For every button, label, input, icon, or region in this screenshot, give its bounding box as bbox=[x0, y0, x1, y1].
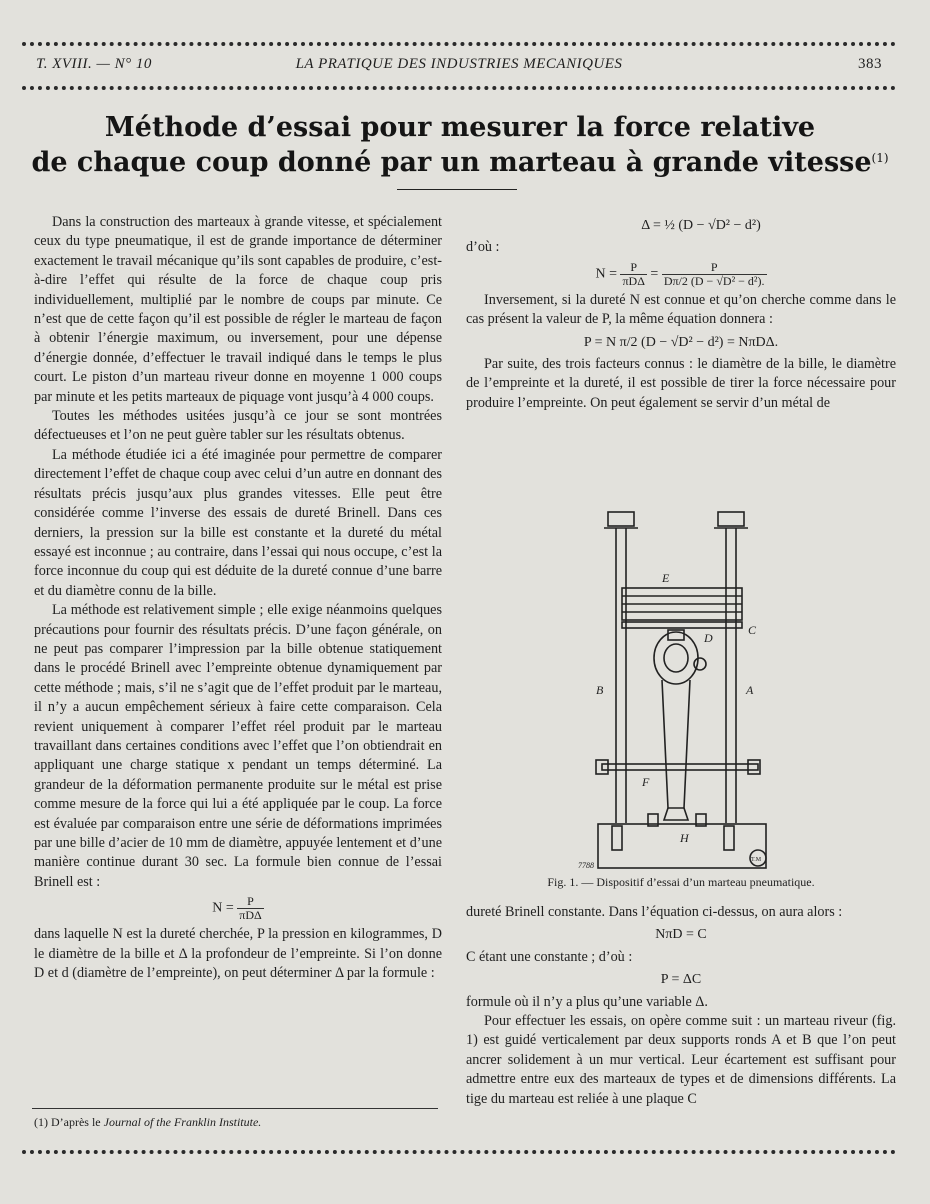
fig-label-C: C bbox=[748, 623, 757, 637]
pressure-constant-formula: P = ΔC bbox=[660, 972, 702, 988]
footnote-rule bbox=[32, 1108, 438, 1109]
bottom-dotted-rule bbox=[22, 1150, 896, 1154]
footnote-source: Journal of the Franklin Institute. bbox=[103, 1115, 262, 1129]
journal-title: LA PRATIQUE DES INDUSTRIES MECANIQUES bbox=[295, 56, 623, 72]
article-title bbox=[20, 110, 900, 180]
hardness-formula: N = $\frac{P}{\text{πDΔ}}$ = $\frac{P}{\text{Dπ/2 (D − √D² − d²).}}$ bbox=[595, 259, 765, 288]
top-dotted-rule bbox=[22, 42, 896, 46]
delta-formula: Δ = ½ (D − √D² − d²) bbox=[641, 218, 761, 233]
figure-caption: Fig. 1. — Dispositif d’essai d’un marteau pneumatique. bbox=[547, 875, 815, 889]
brinell-formula: N = $\frac{P}{\text{πDΔ}}$ bbox=[212, 894, 262, 923]
constant-formula: NπD = C bbox=[655, 927, 707, 943]
right-column-top bbox=[466, 213, 896, 413]
dou-label: d’où : bbox=[466, 239, 500, 256]
fig-label-E: E bbox=[662, 571, 670, 585]
paragraph: La méthode est relativement simple ; elle exige néanmoins quelques précautions pour fournir des résultats précis. D’une façon générale, on ne peut pas comparer l’impression par la bille obtenue statiquement dans le procédé Brinell avec l’empreinte obtenue dynamiquement par cette méthode ; mais, s’il ne s’agit que de l’effet produit par le marteau, il n’y a aucun empêchement sérieux à faire cette comparaison. Cela revient uniquement à comparer l’effet réel produit par le marteau travaillant dans certaines conditions avec l’effet que l’on obtiendrait en appliquant une charge statique x pendant un temps déterminé. La grandeur de la déformation permanente produite sur le métal est prise comme mesure de la force qui lui a été appliquée par le coup. La force est évaluée par comparaison entre une série de déformations imprimées par une bille d’acier de 10 mm de diamètre, appuyée lentement et d’une manière continue durant 30 sec. La formule bien connue de l’essai Brinell est : bbox=[34, 602, 442, 890]
fig-label-A: A bbox=[746, 683, 754, 697]
header-dotted-rule bbox=[22, 86, 896, 90]
paragraph: Dans la construction des marteaux à grande vitesse, et spécialement ceux du type pneumatique, il est de grande importance de déterminer exactement le travail mécanique qu’ils sont capables de produire, c’est-à-dire l’effet qui résulte de la force de chaque coup pris individuellement, multiplié par le nombre de coups par minute. Ce n’est que de cette façon qu’il est possible de régler le marteau de façon à obtenir l’énergie maximum, ou inversement, pour une dépense d’énergie donnée, d’effectuer le travail indiqué dans le temps le plus court. Le piston d’un marteau riveur donne en moyenne 1 000 coups par minute et les petits marteaux de piquage vont jusqu’à 4 000 coups. bbox=[34, 214, 442, 405]
title-footnote-marker: (1) bbox=[871, 151, 889, 165]
paragraph: Par suite, des trois facteurs connus : le diamètre de la bille, le diamètre de l’empreinte et la dureté, il est possible de tirer la force nécessaire pour produire l’empreinte. On peut également se servir d’un métal de bbox=[466, 356, 896, 411]
issue-number: T. XVIII. — N° 10 bbox=[36, 56, 152, 72]
footnote: (1) D’après le Journal of the Franklin Institute. bbox=[34, 1115, 262, 1129]
running-head bbox=[36, 56, 882, 78]
paragraph: Pour effectuer les essais, on opère comme suit : un marteau riveur (fig. 1) est guidé verticalement par deux supports ronds A et B que l’on peut ancrer solidement à un mur vertical. Leur écartement est suffisant pour admettre entre eux des marteaux de types et de dimensions différents. La tige du marteau est reliée à une plaque C bbox=[466, 1013, 896, 1107]
fig-label-B: B bbox=[596, 683, 604, 697]
title-line-2: de chaque coup donné par un marteau à grande vitesse bbox=[31, 147, 872, 178]
paragraph: C étant une constante ; d’où : bbox=[466, 948, 633, 965]
figure-hammer-test-rig bbox=[578, 508, 788, 878]
page-number: 383 bbox=[858, 56, 882, 72]
paragraph: formule où il n’y a plus qu’une variable Δ. bbox=[466, 993, 708, 1010]
left-column bbox=[34, 213, 442, 983]
fig-mark: T.M bbox=[751, 857, 762, 863]
fig-label-H: H bbox=[680, 831, 689, 845]
right-column-bottom bbox=[466, 903, 896, 1109]
paragraph: dans laquelle N est la dureté cherchée, P la pression en kilogrammes, D le diamètre de la bille et Δ la profondeur de l’empreinte. Si l’on donne D et d (diamètre de l’empreinte), on peut déterminer Δ par la formule : bbox=[34, 926, 442, 982]
title-rule bbox=[397, 189, 517, 190]
title-line-1: Méthode d’essai pour mesurer la force relative bbox=[104, 112, 816, 143]
paragraph: dureté Brinell constante. Dans l’équation ci-dessus, on aura alors : bbox=[466, 904, 843, 920]
pressure-formula: P = N π/2 (D − √D² − d²) = NπDΔ. bbox=[583, 334, 779, 350]
paragraph: La méthode étudiée ici a été imaginée pour permettre de comparer directement l’effet de chaque coup avec celui d’un autre en donnant des résultats précis jusqu’aux plus grandes vitesses. Elle peut être considérée comme l’inverse des essais de dureté Brinell. Dans ces derniers, la pression sur la bille est constante et la dureté du métal essayé est inconnue ; au contraire, dans l’essai qui nous occupe, c’est la force inconnue du coup qui est déduite de la dureté connue d’une barre et du diamètre connu de la bille. bbox=[34, 446, 442, 599]
fig-number: 7788 bbox=[578, 861, 594, 870]
paragraph: Inversement, si la dureté N est connue et qu’on cherche comme dans le cas présent la valeur de P, la même équation donnera : bbox=[466, 291, 896, 328]
paragraph: Toutes les méthodes usitées jusqu’à ce jour se sont montrées défectueuses et l’on ne peut guère tabler sur les résultats obtenus. bbox=[34, 408, 442, 444]
fig-label-D: D bbox=[704, 631, 713, 645]
fig-label-F: F bbox=[642, 775, 650, 789]
